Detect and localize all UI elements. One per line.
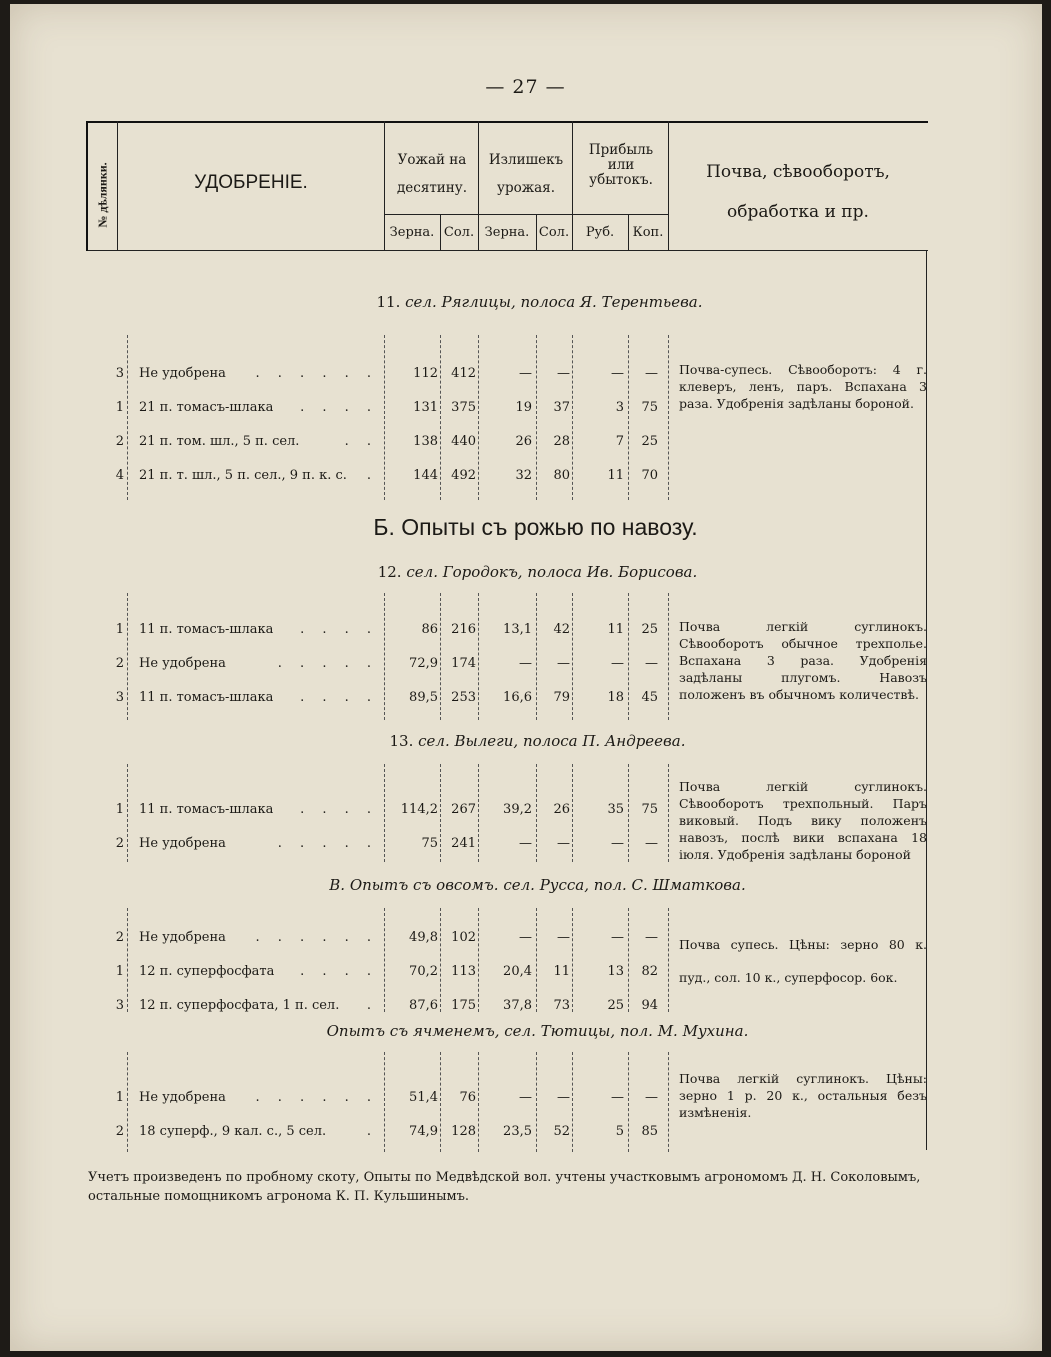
surplus-straw: 42 [553,622,570,637]
fertilizer-cell: Не удобрена [139,1090,226,1105]
plot-number: 1 [115,622,124,637]
profit-kop: 25 [641,434,658,449]
profit-kop: 70 [641,468,658,483]
soil-note: Почва легкій суглинокъ. Сѣвооборотъ обычное трехполье. Вспахана 3 раза. Удобренія задѣланы плугомъ. Навозъ положенъ въ обычномъ количествѣ. [679,619,927,702]
yield-straw: 253 [451,690,476,705]
profit-kop: — [645,930,658,945]
yield-straw: 175 [451,998,476,1013]
footnote: Учетъ произведенъ по пробному скоту, Опыты по Медвѣдской вол. учтены участковымъ агрономомъ Д. Н. Соколовымъ, остальные помощникомъ агронома К. П. Кульшинымъ. [88,1170,921,1204]
header-sub-rule [384,214,668,215]
leader-dots: . . . . . [277,836,378,851]
surplus-straw: 73 [553,998,570,1013]
major-section-heading: Б. Опыты съ рожью по навозу. [373,514,698,540]
yield-grain: 138 [413,434,438,449]
section-heading: 11. сел. Ряглицы, полоса Я. Терентьева. [376,293,703,311]
plot-number: 1 [115,964,124,979]
column-guide [127,593,128,720]
column-guide [536,908,537,1012]
yield-straw: 113 [451,964,476,979]
profit-rub: 25 [607,998,624,1013]
plot-number: 3 [115,998,124,1013]
profit-kop: — [645,366,658,381]
col-soil-header: Почва, сѣвооборотъ, обработка и пр. [706,162,890,222]
surplus-straw: 11 [553,964,570,979]
leader-dots: . [366,998,378,1013]
section-heading: 12. сел. Городокъ, полоса Ив. Борисова. [377,563,698,581]
profit-kop: — [645,1090,658,1105]
soil-note: Почва легкій суглинокъ. Сѣвооборотъ трехпольный. Паръ виковый. Подъ вику положенъ навозъ, послѣ вики вспахана 18 іюля. Удобренія задѣланы бороной [679,779,927,862]
surplus-grain: — [519,1090,532,1105]
fertilizer-cell: 18 суперф., 9 кал. с., 5 сел. [139,1124,327,1139]
profit-kop: 25 [641,622,658,637]
surplus-grain: 37,8 [503,998,532,1013]
surplus-grain: — [519,656,532,671]
yield-grain: 51,4 [409,1090,438,1105]
yield-grain: 86 [421,622,438,637]
leader-dots: . . [344,434,378,449]
surplus-grain: 20,4 [503,964,532,979]
surplus-straw: 52 [553,1124,570,1139]
surplus-grain: 39,2 [503,802,532,817]
yield-grain: 74,9 [409,1124,438,1139]
yield-grain: 131 [413,400,438,415]
surplus-straw: 79 [553,690,570,705]
profit-kop: 45 [641,690,658,705]
leader-dots: . . . . . [277,656,378,671]
profit-rub: — [611,366,624,381]
leader-dots: . [366,1124,378,1139]
plot-number: 2 [115,656,124,671]
soil-note: Почва легкій суглинокъ. Цѣны: зерно 1 р. 20 к., остальныя безъ измѣненія. [679,1071,927,1120]
fertilizer-cell: 11 п. томасъ-шлака [139,622,274,637]
surplus-straw: — [557,656,570,671]
column-guide [127,1052,128,1152]
profit-kop: 82 [641,964,658,979]
subheader-rub: Руб. [585,225,615,240]
table-top-rule [86,121,928,123]
plot-number: 2 [115,930,124,945]
column-rule [668,121,669,251]
profit-kop: 94 [641,998,658,1013]
col-surplus-header: Излишекъ урожая. [488,152,564,196]
profit-kop: — [645,836,658,851]
fertilizer-cell: 12 п. суперфосфата [139,964,275,979]
yield-straw: 128 [451,1124,476,1139]
profit-rub: 5 [615,1124,624,1139]
plot-number: 2 [115,1124,124,1139]
surplus-grain: — [519,366,532,381]
profit-kop: 85 [641,1124,658,1139]
col-fertilizer-header: УДОБРЕНІЕ. [194,172,308,193]
section-heading: 13. сел. Вылеги, полоса П. Андреева. [389,732,686,750]
profit-rub: 18 [607,690,624,705]
column-rule [117,121,118,251]
column-guide [478,908,479,1012]
fertilizer-cell: 21 п. т. шл., 5 п. сел., 9 п. к. с. [139,468,347,483]
subheader-grain: Зерна. [389,225,435,240]
yield-straw: 492 [451,468,476,483]
column-guide [628,908,629,1012]
yield-straw: 267 [451,802,476,817]
leader-dots: . . . . [300,690,378,705]
col-yield-header: Уожай на десятину. [396,152,468,196]
plot-number: 1 [115,802,124,817]
subheader-straw: Сол. [443,225,475,240]
surplus-grain: 19 [515,400,532,415]
table-left-rule [86,121,88,251]
yield-straw: 102 [451,930,476,945]
yield-grain: 87,6 [409,998,438,1013]
profit-kop: 75 [641,400,658,415]
fertilizer-cell: 21 п. том. шл., 5 п. сел. [139,434,300,449]
column-guide [668,593,669,720]
surplus-straw: 80 [553,468,570,483]
surplus-grain: 32 [515,468,532,483]
leader-dots: . . . . [300,622,378,637]
column-guide [127,335,128,500]
surplus-grain: 26 [515,434,532,449]
yield-straw: 375 [451,400,476,415]
page-number: — 27 — [485,76,566,98]
plot-number: 3 [115,690,124,705]
section-heading: В. Опытъ съ овсомъ. сел. Русса, пол. С. Шматкова. [329,876,746,894]
profit-rub: 11 [607,622,624,637]
fertilizer-cell: Не удобрена [139,836,226,851]
fertilizer-cell: 21 п. томасъ-шлака [139,400,274,415]
subheader-straw: Сол. [538,225,570,240]
yield-grain: 75 [421,836,438,851]
surplus-straw: — [557,930,570,945]
yield-grain: 114,2 [400,802,438,817]
profit-rub: — [611,1090,624,1105]
fertilizer-cell: 11 п. томасъ-шлака [139,802,274,817]
plot-number: 2 [115,434,124,449]
column-guide [127,908,128,1012]
subheader-kop: Коп. [632,225,664,240]
fertilizer-cell: 12 п. суперфосфата, 1 п. сел. [139,998,340,1013]
profit-rub: 11 [607,468,624,483]
col-plot-number-header: № дѣлянки. [95,162,110,228]
surplus-straw: — [557,836,570,851]
yield-grain: 72,9 [409,656,438,671]
leader-dots: . . . . [300,400,378,415]
fertilizer-cell: 11 п. томасъ-шлака [139,690,274,705]
leader-dots: . . . . . . [255,1090,378,1105]
profit-rub: 3 [615,400,624,415]
fertilizer-cell: Не удобрена [139,930,226,945]
profit-kop: — [645,656,658,671]
column-guide [668,1052,669,1152]
leader-dots: . . . . [300,802,378,817]
yield-straw: 174 [451,656,476,671]
plot-number: 2 [115,836,124,851]
profit-rub: — [611,930,624,945]
plot-number: 1 [115,1090,124,1105]
plot-number: 4 [115,468,124,483]
yield-straw: 440 [451,434,476,449]
column-guide [668,908,669,1012]
surplus-grain: 13,1 [503,622,532,637]
column-guide [572,908,573,1012]
surplus-grain: — [519,930,532,945]
yield-grain: 70,2 [409,964,438,979]
table-header-bottom-rule [86,250,928,251]
surplus-straw: 28 [553,434,570,449]
leader-dots: . . . . . . [255,366,378,381]
yield-grain: 144 [413,468,438,483]
leader-dots: . [366,468,378,483]
column-guide [127,764,128,862]
column-guide [668,764,669,862]
surplus-grain: 23,5 [503,1124,532,1139]
yield-straw: 412 [451,366,476,381]
profit-rub: 13 [607,964,624,979]
subheader-grain: Зерна. [484,225,530,240]
fertilizer-cell: Не удобрена [139,366,226,381]
leader-dots: . . . . . . [255,930,378,945]
plot-number: 3 [115,366,124,381]
plot-number: 1 [115,400,124,415]
yield-straw: 76 [459,1090,476,1105]
yield-straw: 241 [451,836,476,851]
yield-grain: 49,8 [409,930,438,945]
soil-note: Почва супесь. Цѣны: зерно 80 к. пуд., сол. 10 к., суперфосор. 6ок. [679,937,927,985]
surplus-straw: — [557,1090,570,1105]
profit-rub: 35 [607,802,624,817]
surplus-grain: 16,6 [503,690,532,705]
leader-dots: . . . . [300,964,378,979]
column-guide [668,335,669,500]
profit-rub: 7 [615,434,624,449]
yield-grain: 89,5 [409,690,438,705]
surplus-straw: 37 [553,400,570,415]
col-profit-header: Прибыль или убытокъ. [588,142,654,188]
yield-straw: 216 [451,622,476,637]
surplus-straw: — [557,366,570,381]
column-guide [440,908,441,1012]
profit-kop: 75 [641,802,658,817]
yield-grain: 112 [413,366,438,381]
surplus-grain: — [519,836,532,851]
fertilizer-cell: Не удобрена [139,656,226,671]
surplus-straw: 26 [553,802,570,817]
column-guide [384,908,385,1012]
soil-note: Почва-супесь. Сѣвооборотъ: 4 г. клеверъ, ленъ, паръ. Вспахана 3 раза. Удобренія задѣланы бороной. [679,362,927,411]
profit-rub: — [611,656,624,671]
section-heading: Опытъ съ ячменемъ, сел. Тютицы, пол. М. Мухина. [326,1022,749,1040]
profit-rub: — [611,836,624,851]
